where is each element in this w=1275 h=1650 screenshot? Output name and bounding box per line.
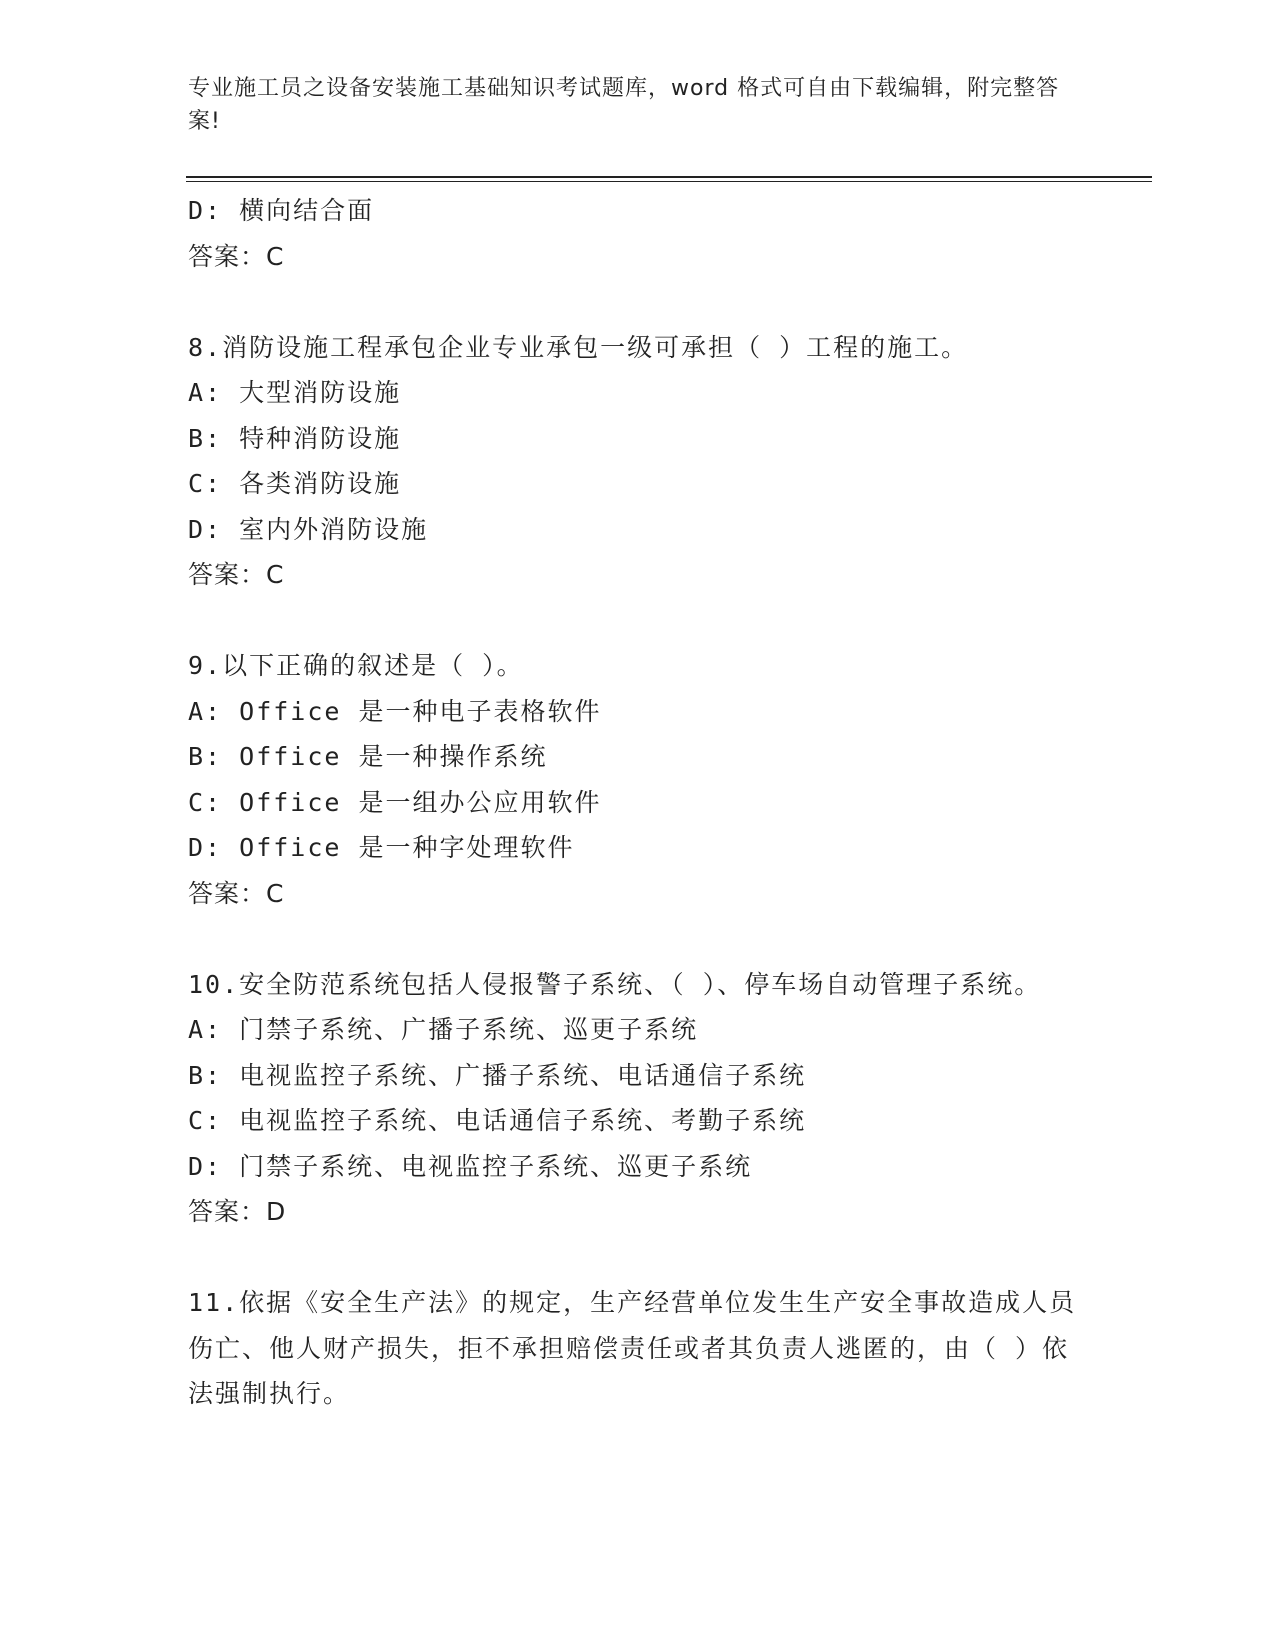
- question-stem: 10.安全防范系统包括人侵报警子系统、（ ）、停车场自动管理子系统。: [188, 969, 1042, 999]
- spacer: [188, 598, 1088, 644]
- option-d: D: Office 是一种字处理软件: [188, 833, 575, 862]
- option-a: A: 门禁子系统、广播子系统、巡更子系统: [188, 1015, 699, 1044]
- question-11: [188, 1280, 1088, 1417]
- question-stem: 8.消防设施工程承包企业专业承包一级可承担（ ）工程的施工。: [188, 332, 969, 362]
- question-9: [188, 643, 1088, 916]
- option-c: C: Office 是一组办公应用软件: [188, 787, 602, 817]
- option-b: B: 电视监控子系统、广播子系统、电话通信子系统: [188, 1060, 807, 1090]
- answer: 答案：C: [188, 560, 285, 589]
- question-stem: 11.依据《安全生产法》的规定，生产经营单位发生生产安全事故造成人员伤亡、他人财产损失，拒不承担赔偿责任或者其负责人逃匿的，由（ ）依法强制执行。: [188, 1288, 1077, 1408]
- header-divider-thick: [186, 176, 1152, 178]
- option-b: B: Office 是一种操作系统: [188, 742, 548, 771]
- question-stem: 9.以下正确的叙述是（ ）。: [188, 651, 524, 680]
- question-list: [188, 188, 1088, 1417]
- answer: 答案：C: [188, 878, 285, 908]
- option-d: D: 室内外消防设施: [188, 514, 429, 544]
- option-d: D: 横向结合面: [188, 196, 375, 225]
- option-a: A: Office 是一种电子表格软件: [188, 696, 602, 726]
- spacer: [188, 279, 1088, 325]
- option-d: D: 门禁子系统、电视监控子系统、巡更子系统: [188, 1151, 753, 1181]
- header-divider-thin: [186, 181, 1152, 182]
- document-header: 专业施工员之设备安装施工基础知识考试题库，word 格式可自由下载编辑，附完整答案!: [188, 76, 1060, 134]
- option-c: C: 电视监控子系统、电话通信子系统、考勤子系统: [188, 1106, 807, 1135]
- answer: 答案：C: [188, 241, 285, 271]
- question-8: [188, 325, 1088, 598]
- spacer: [188, 1235, 1088, 1281]
- spacer: [188, 916, 1088, 962]
- option-b: B: 特种消防设施: [188, 423, 402, 453]
- option-c: C: 各类消防设施: [188, 469, 402, 498]
- question-7: [188, 188, 1088, 279]
- answer: 答案：D: [188, 1197, 287, 1226]
- question-10: [188, 962, 1088, 1235]
- option-a: A: 大型消防设施: [188, 378, 402, 407]
